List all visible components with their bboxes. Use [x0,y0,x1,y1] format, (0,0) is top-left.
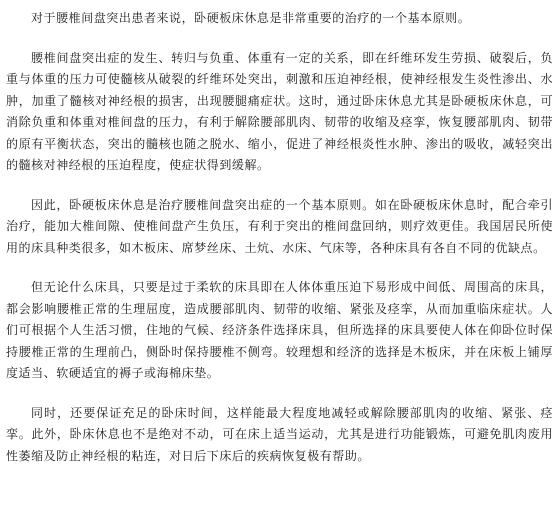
paragraph-rest-time: 同时，还要保证充足的卧床时间，这样能最大程度地减轻或解除腰部肌肉的收缩、紧张、痉挛。此外，卧床休息也不是绝对不动，可在床上适当运动，尤其是进行功能锻炼，可避免肌肉废用性萎缩及防止神经根的粘连，对日后下床后的疾病恢复极有帮助。 [6,405,553,463]
paragraph-bed-choice: 但无论什么床具，只要是过于柔软的床具即在人体体重压迫下易形成中间低、周围高的床具，都会影响腰椎正常的生理屈度，造成腰部肌肉、韧带的收缩、紧张及痉挛，从而加重临床症状。人们可根据个人生活习惯，住地的气候、经济条件选择床具，但所选择的床具要使人体在仰卧位时保持腰椎正常的生理前凸，侧卧时保持腰椎不侧弯。较理想和经济的选择是木板床，并在床板上铺厚度适当、软硬适宜的褥子或海棉床垫。 [6,280,553,380]
paragraph-principle: 因此，卧硬板床休息是治疗腰椎间盘突出症的一个基本原则。如在卧硬板床休息时，配合牵引治疗，能加大椎间隙、使椎间盘产生负压，有利于突出的椎间盘回纳，则疗效更佳。我国居民所使用的床具种类很多，如木板床、席梦丝床、土炕、水床、气床等，各种床具有各自不同的优缺点。 [6,197,553,255]
paragraph-intro: 对于腰椎间盘突出患者来说，卧硬板床休息是非常重要的治疗的一个基本原则。 [31,11,471,25]
paragraph-mechanism: 腰椎间盘突出症的发生、转归与负重、体重有一定的关系，即在纤维环发生劳损、破裂后，负重与体重的压力可使髓核从破裂的纤维环处突出，刺激和压迫神经根，使神经根发生炎性渗出、水肿，加重了髓核对神经根的损害，出现腰腿痛症状。这时，通过卧床休息尤其是卧硬板床休息，可消除负重和体重对椎间盘的压力，有利于解除腰部肌肉、韧带的收缩及痉挛，恢复腰部肌肉、韧带的原有平衡状态，突出的髓核也随之脱水、缩小，促进了神经根炎性水肿、渗出的吸收，减轻突出的髓核对神经根的压迫程度，使症状得到缓解。 [6,50,553,172]
